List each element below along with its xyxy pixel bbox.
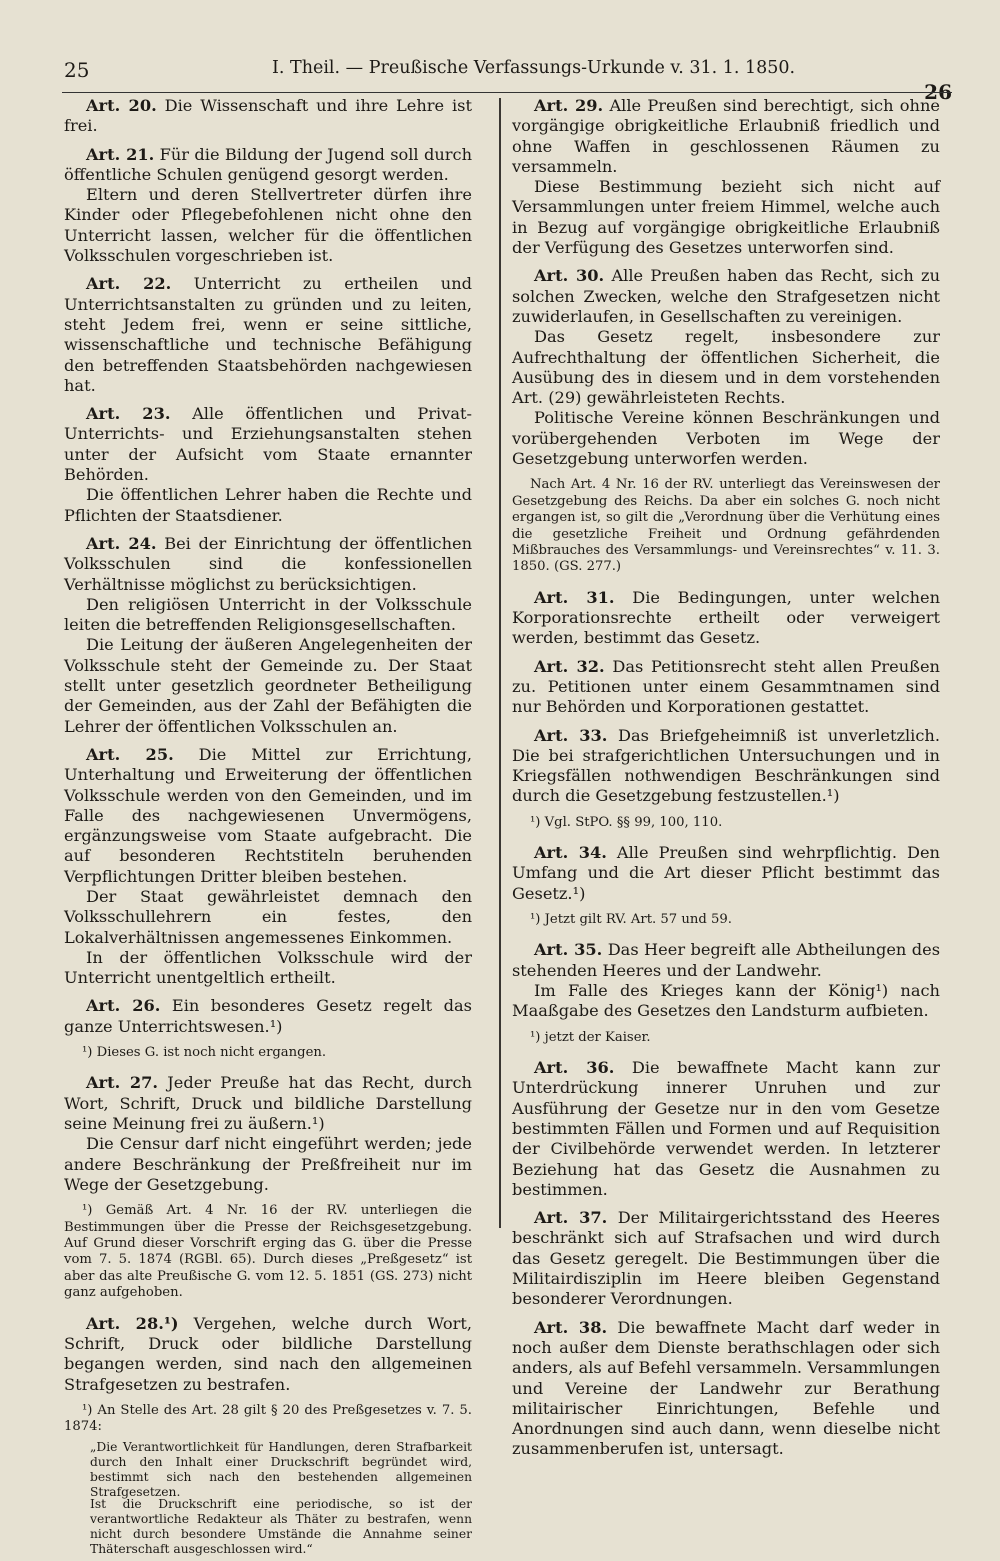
article-paragraph bbox=[64, 274, 472, 396]
article-block bbox=[64, 534, 472, 737]
article-number: Art. 32. bbox=[534, 656, 605, 676]
article-text: Das Gesetz regelt, insbesondere zur Aufrechthaltung der öffentlichen Sicherheit, die Ausübung des in diesem und in dem vorstehenden Art. (29) gewährleisteten Rechts. bbox=[512, 327, 940, 408]
article-paragraph bbox=[512, 981, 940, 1022]
article-number: Art. 37. bbox=[534, 1208, 608, 1228]
article-text: Der Militairgerichtsstand des Heeres beschränkt sich auf Strafsachen und wird durch das Gesetz geregelt. Die Bestimmungen über die Militairdisziplin im Heere bleiben Gegenstand besonderer Verordnungen. bbox=[512, 1208, 940, 1309]
article-text: Jeder Preuße hat das Recht, durch Wort, Schrift, Druck und bildliche Darstellung seine Meinung frei zu äußern.¹) bbox=[64, 1073, 472, 1134]
article-paragraph bbox=[64, 485, 472, 526]
article-text: Ein besonderes Gesetz regelt das ganze Unterrichtswesen.¹) bbox=[64, 996, 472, 1036]
article-number: Art. 27. bbox=[86, 1073, 159, 1093]
right-column bbox=[512, 96, 940, 1468]
article-text: Alle Preußen sind wehrpflichtig. Den Umfang und die Art dieser Pflicht bestimmt das Gesetz.¹) bbox=[512, 843, 940, 903]
article-text: Die Censur darf nicht eingeführt werden; jede andere Beschränkung der Preßfreiheit nur im Wege der Gesetzgebung. bbox=[64, 1134, 472, 1194]
article-text: Politische Vereine können Beschränkungen und vorübergehenden Verboten im Wege der Gesetzgebung unterworfen werden. bbox=[512, 408, 940, 469]
article-paragraph bbox=[512, 1208, 940, 1309]
article-text: Alle öffentlichen und Privat-Unterrichts- und Erziehungsanstalten stehen unter der Aufsicht vom Staate ernannter Behörden. bbox=[64, 404, 472, 485]
article-text: Die Mittel zur Errichtung, Unterhaltung und Erweiterung der öffentlichen Volksschule werden von den Gemeinden, und im Falle des nachgewiesenen Unvermögens, ergänzungsweise vom Staate aufgebracht. Die auf besonderen Rechtstiteln beruhenden Verpflichtungen Dritter bleiben bestehen. bbox=[64, 744, 472, 886]
article-paragraph bbox=[64, 635, 472, 736]
article-paragraph bbox=[64, 595, 472, 636]
article-paragraph bbox=[64, 96, 472, 137]
article-paragraph bbox=[512, 843, 940, 904]
footnote: ¹) An Stelle des Art. 28 gilt § 20 des Preßgesetzes v. 7. 5. 1874: bbox=[64, 1402, 472, 1435]
footnote: Nach Art. 4 Nr. 16 der RV. unterliegt das Vereinswesen der Gesetzgebung des Reichs. Da aber ein solches G. noch nicht ergangen ist, so gilt die „Verordnung über die Verhütung eines die gesetzliche Freiheit und Ordnung gefährdenden Mißbrauches des Versammlungs- und Vereinsrechtes“ v. 11. 3. 1850. (GS. 277.) bbox=[512, 477, 940, 575]
article-block bbox=[64, 996, 472, 1037]
article-block bbox=[512, 726, 940, 807]
article-block bbox=[512, 1058, 940, 1200]
article-text: Eltern und deren Stellvertreter dürfen ihre Kinder oder Pflegebefohlenen nicht ohne den Unterricht lassen, welcher für die öffentlichen Volksschulen vorgeschrieben ist. bbox=[64, 185, 472, 266]
article-block bbox=[512, 843, 940, 904]
article-paragraph bbox=[64, 1134, 472, 1195]
article-text: Im Falle des Krieges kann der König¹) nach Maaßgabe des Gesetzes den Landsturm aufbieten. bbox=[512, 981, 940, 1021]
article-block bbox=[512, 1318, 940, 1460]
article-paragraph bbox=[64, 1073, 472, 1134]
article-block bbox=[512, 96, 940, 258]
article-number: Art. 29. bbox=[534, 96, 604, 115]
article-number: Art. 34. bbox=[534, 843, 607, 863]
footnote: ¹) Vgl. StPO. §§ 99, 100, 110. bbox=[530, 814, 723, 830]
article-block bbox=[64, 274, 472, 396]
article-number: Art. 33. bbox=[534, 725, 608, 745]
article-text: Den religiösen Unterricht in der Volksschule leiten die betreffenden Religionsgesellschaften. bbox=[64, 594, 472, 635]
article-number: Art. 36. bbox=[534, 1058, 615, 1078]
article-block bbox=[512, 588, 940, 649]
article-block bbox=[512, 940, 940, 1021]
page-number-left: 25 bbox=[64, 58, 90, 82]
article-number: Art. 23. bbox=[86, 404, 171, 424]
article-number: Art. 21. bbox=[86, 144, 155, 164]
footnote-quote: „Die Verantwortlichkeit für Handlungen, deren Strafbarkeit durch den Inhalt einer Druckschrift begründet wird, bestimmt sich nach den bestehenden allgemeinen Strafgesetzen. bbox=[90, 1439, 472, 1500]
article-text: Der Staat gewährleistet demnach den Volksschullehrern ein festes, den Lokalverhältnissen angemessenes Einkommen. bbox=[64, 886, 472, 947]
article-number: Art. 26. bbox=[86, 996, 161, 1016]
article-paragraph bbox=[64, 1314, 472, 1395]
article-block bbox=[64, 1073, 472, 1195]
article-number: Art. 35. bbox=[534, 940, 603, 960]
footnote: ¹) Jetzt gilt RV. Art. 57 und 59. bbox=[530, 912, 732, 928]
article-paragraph bbox=[64, 948, 472, 989]
article-block bbox=[512, 657, 940, 718]
article-paragraph bbox=[512, 940, 940, 981]
footnote: ¹) Gemäß Art. 4 Nr. 16 der RV. unterliegen die Bestimmungen über die Presse der Reichsgesetzgebung. Auf Grund dieser Vorschrift erging das G. über die Presse vom 7. 5. 1874 (RGBl. 65). Durch dieses „Preßgesetz“ ist aber das alte Preußische G. vom 12. 5. 1851 (GS. 273) nicht ganz aufgehoben. bbox=[64, 1203, 472, 1301]
article-text: In der öffentlichen Volksschule wird der Unterricht unentgeltlich ertheilt. bbox=[64, 947, 472, 988]
article-paragraph bbox=[64, 404, 472, 485]
article-paragraph bbox=[64, 145, 472, 186]
article-block bbox=[512, 266, 940, 469]
article-block bbox=[64, 1314, 472, 1395]
article-paragraph bbox=[512, 408, 940, 469]
article-number: Art. 24. bbox=[86, 533, 157, 553]
footnote: ¹) Dieses G. ist noch nicht ergangen. bbox=[82, 1045, 327, 1061]
header-rule bbox=[62, 92, 952, 93]
article-text: Diese Bestimmung bezieht sich nicht auf Versammlungen unter freiem Himmel, welche auch in Bezug auf vorgängige obrigkeitliche Erlaubniß der Verfügung des Gesetzes unterworfen sind. bbox=[512, 177, 940, 258]
article-paragraph bbox=[64, 745, 472, 887]
article-paragraph bbox=[64, 185, 472, 266]
article-paragraph bbox=[512, 96, 940, 177]
article-text: Die Bedingungen, unter welchen Korporationsrechte ertheilt oder verweigert werden, bestimmt das Gesetz. bbox=[512, 587, 941, 648]
running-title: I. Theil. — Preußische Verfassungs-Urkunde v. 31. 1. 1850. bbox=[272, 58, 796, 78]
article-paragraph bbox=[512, 1318, 940, 1460]
article-text: Vergehen, welche durch Wort, Schrift, Druck oder bildliche Darstellung begangen werden, sind nach den allgemeinen Strafgesetzen zu bestrafen. bbox=[64, 1313, 472, 1394]
footnote: ¹) jetzt der Kaiser. bbox=[530, 1029, 651, 1045]
article-text: Für die Bildung der Jugend soll durch öffentliche Schulen genügend gesorgt werden. bbox=[64, 144, 472, 184]
article-text: Das Petitionsrecht steht allen Preußen zu. Petitionen unter einem Gesammtnamen sind nur Behörden und Korporationen gestattet. bbox=[512, 656, 940, 717]
article-text: Die Leitung der äußeren Angelegenheiten der Volksschule steht der Gemeinde zu. Der Staat stellt unter gesetzlich geordneter Betheiligung der Gemeinden, aus der Zahl der Befähigten die Lehrer der öffentlichen Volksschulen an. bbox=[64, 635, 472, 736]
article-paragraph bbox=[512, 1058, 940, 1200]
article-paragraph bbox=[512, 177, 940, 258]
article-number: Art. 30. bbox=[534, 266, 605, 286]
article-text: Die Wissenschaft und ihre Lehre ist frei. bbox=[64, 96, 472, 136]
article-number: Art. 28.¹) bbox=[86, 1313, 179, 1333]
article-text: Bei der Einrichtung der öffentlichen Volksschulen sind die konfessionellen Verhältnisse möglichst zu berücksichtigen. bbox=[64, 533, 472, 594]
article-block bbox=[512, 1208, 940, 1309]
article-block bbox=[64, 404, 472, 526]
article-text: Alle Preußen haben das Recht, sich zu solchen Zwecken, welche den Strafgesetzen nicht zuwiderlaufen, in Gesellschaften zu vereinigen. bbox=[512, 266, 940, 326]
article-text: Das Heer begreift alle Abtheilungen des stehenden Heeres und der Landwehr. bbox=[512, 940, 940, 980]
article-paragraph bbox=[64, 887, 472, 948]
article-paragraph bbox=[64, 534, 472, 595]
article-block bbox=[64, 745, 472, 989]
column-divider bbox=[499, 98, 501, 1228]
footnote-quote: Ist die Druckschrift eine periodische, so ist der verantwortliche Redakteur als Thäter zu bestrafen, wenn nicht durch besondere Umstände die Annahme seiner Thäterschaft ausgeschlossen wird.“ bbox=[90, 1496, 472, 1557]
article-block bbox=[64, 96, 472, 137]
article-paragraph bbox=[512, 327, 940, 408]
article-text: Das Briefgeheimniß ist unverletzlich. Die bei strafgerichtlichen Untersuchungen und in Kriegsfällen nothwendigen Beschränkungen sind durch die Gesetzgebung festzustellen.¹) bbox=[512, 725, 940, 806]
article-text: Die bewaffnete Macht darf weder in noch außer dem Dienste berathschlagen oder sich anders, als auf Befehl versammeln. Versammlungen und Vereine der Landwehr zur Berathung militairischer Einrichtungen, Befehle und Anordnungen sind auch dann, wenn dieselbe nicht zusammenberufen ist, untersagt. bbox=[512, 1317, 940, 1459]
article-text: Die öffentlichen Lehrer haben die Rechte und Pflichten der Staatsdiener. bbox=[64, 485, 472, 525]
page-number-right: 26 bbox=[924, 80, 952, 104]
article-number: Art. 38. bbox=[534, 1317, 608, 1337]
article-number: Art. 20. bbox=[86, 96, 157, 115]
article-text: Unterricht zu ertheilen und Unterrichtsanstalten zu gründen und zu leiten, steht Jedem frei, wenn er seine sittliche, wissenschaftliche und technische Befähigung den betreffenden Staatsbehörden nachgewiesen hat. bbox=[64, 274, 472, 395]
article-number: Art. 31. bbox=[534, 587, 615, 607]
article-number: Art. 22. bbox=[86, 274, 172, 294]
article-block bbox=[64, 145, 472, 267]
article-paragraph bbox=[512, 726, 940, 807]
article-text: Die bewaffnete Macht kann zur Unterdrückung innerer Unruhen und zur Ausführung der Gesetze nur in den vom Gesetze bestimmten Fällen und Formen und auf Requisition der Civilbehörde verwendet werden. In letzterer Beziehung hat das Gesetz die Ausnahmen zu bestimmen. bbox=[512, 1058, 940, 1199]
article-paragraph bbox=[512, 266, 940, 327]
article-paragraph bbox=[512, 657, 940, 718]
article-paragraph bbox=[64, 996, 472, 1037]
article-paragraph bbox=[512, 588, 940, 649]
article-number: Art. 25. bbox=[86, 744, 174, 764]
article-text: Alle Preußen sind berechtigt, sich ohne vorgängige obrigkeitliche Erlaubniß friedlich und ohne Waffen in geschlossenen Räumen zu versammeln. bbox=[512, 96, 940, 176]
left-column bbox=[64, 96, 472, 1561]
